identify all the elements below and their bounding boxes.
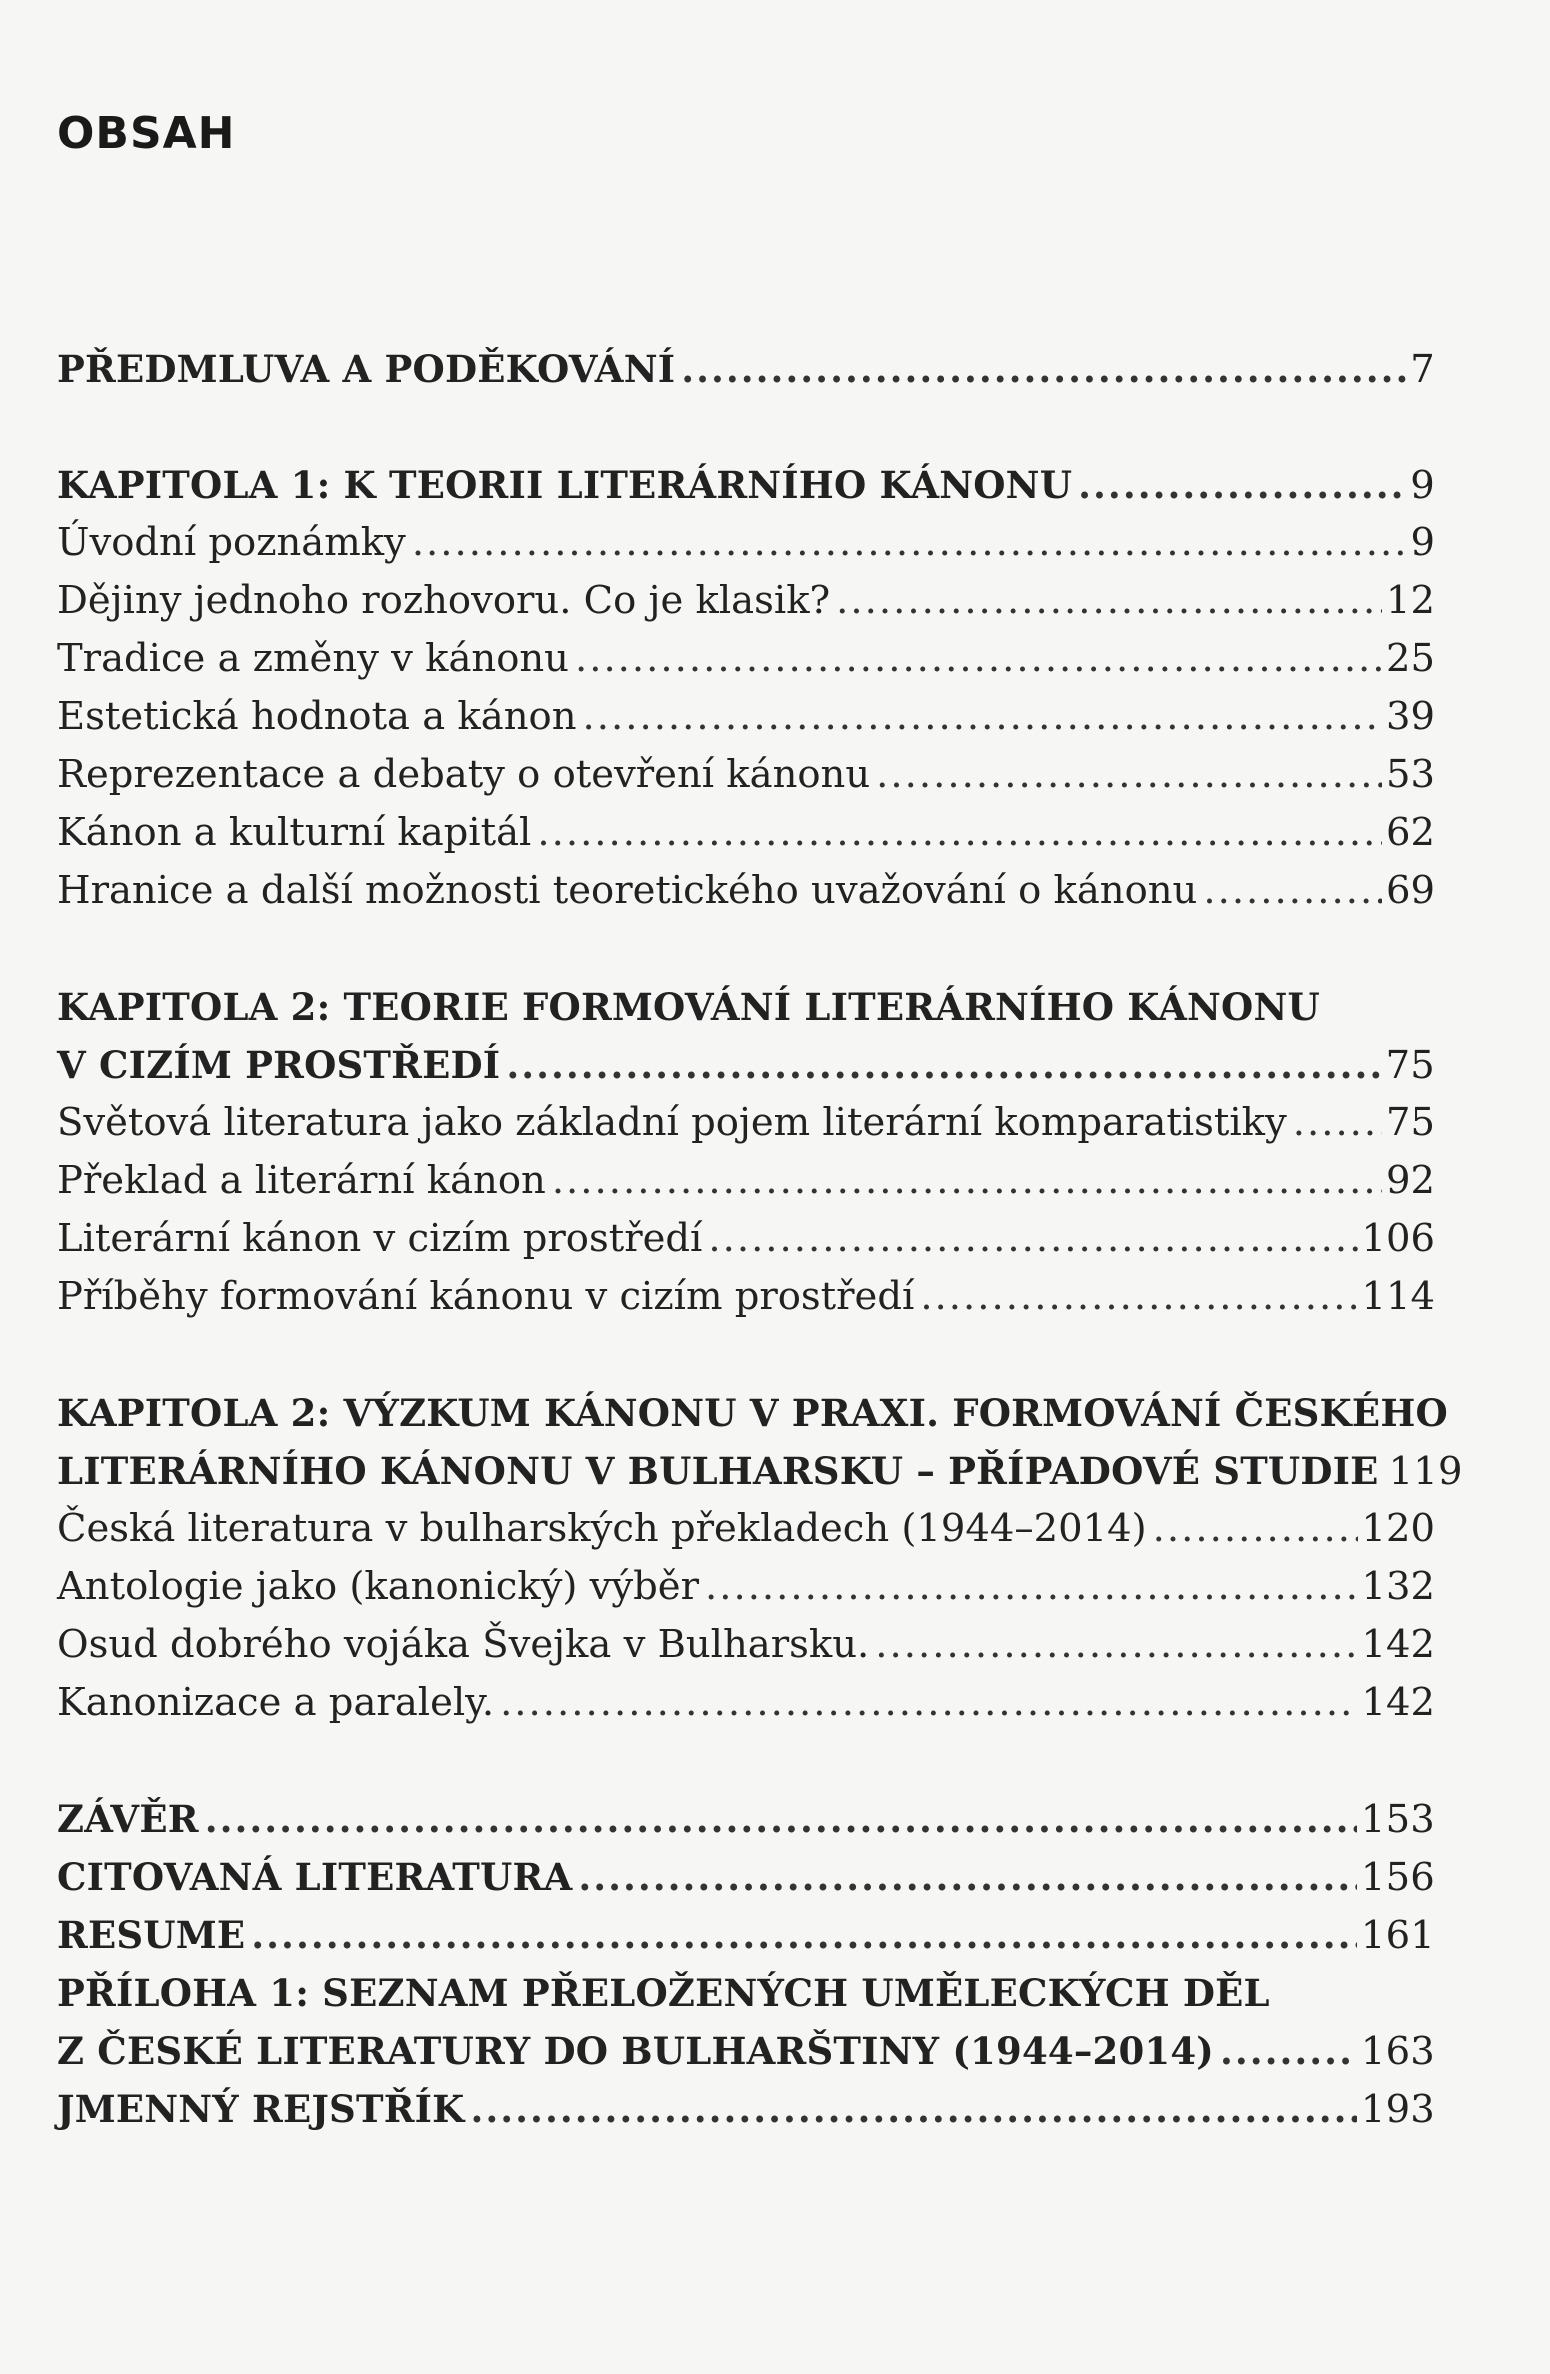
toc-entry[interactable] [57, 1094, 1435, 1152]
dot-leader [1153, 1500, 1358, 1558]
dot-leader [583, 688, 1383, 746]
toc-entry-page: 62 [1386, 810, 1435, 855]
toc-entry[interactable] [57, 1616, 1435, 1674]
dot-leader [506, 1036, 1381, 1094]
toc-section-chapter-1 [57, 456, 1435, 920]
toc-section-preface [57, 340, 1435, 398]
dot-leader [537, 804, 1382, 862]
toc-entry-chapter-2[interactable] [57, 1036, 1435, 1094]
toc-entry[interactable] [57, 1268, 1435, 1326]
toc-entry[interactable] [57, 514, 1435, 572]
toc-entry-title: Kánon a kulturní kapitál [57, 810, 532, 855]
toc-entry-title: Překlad a literární kánon [57, 1158, 546, 1203]
toc-entry-title: Hranice a další možnosti teoretického uvažování o kánonu [57, 868, 1198, 913]
toc-entry-title: Literární kánon v cizím prostředí [57, 1216, 703, 1261]
toc-entry-page: 25 [1386, 636, 1435, 681]
toc-entry-page: 39 [1386, 694, 1435, 739]
dot-leader [1203, 862, 1382, 920]
toc-entry-page: 69 [1386, 868, 1435, 913]
toc-entry-title: RESUME [57, 1913, 246, 1957]
toc-entry-title: Z ČESKÉ LITERATURY DO BULHARŠTINY (1944–2014) [57, 2029, 1215, 2073]
dot-leader [412, 514, 1407, 572]
toc-entry-page: 156 [1360, 1855, 1435, 1900]
toc-entry[interactable] [57, 1674, 1435, 1732]
dot-leader [471, 2080, 1357, 2138]
toc-entry-bibliography[interactable] [57, 1848, 1435, 1906]
toc-entry-page: 75 [1385, 1043, 1435, 1088]
toc-entry[interactable] [57, 1210, 1435, 1268]
dot-leader [552, 1152, 1382, 1210]
dot-leader [251, 1906, 1357, 1964]
toc-entry-page: 161 [1360, 1913, 1435, 1958]
toc-entry-page: 53 [1386, 752, 1435, 797]
toc-entry-title: PŘEDMLUVA A PODĚKOVÁNÍ [57, 347, 676, 391]
toc-entry-chapter-3[interactable] [57, 1442, 1463, 1500]
toc-entry-chapter-1[interactable] [57, 456, 1435, 514]
toc-entry-preface[interactable] [57, 340, 1435, 398]
toc-entry-conclusion[interactable] [57, 1790, 1435, 1848]
toc-entry-page: 114 [1361, 1274, 1435, 1319]
toc-entry-title: Antologie jako (kanonický) výběr [57, 1564, 699, 1609]
toc-entry-page: 12 [1386, 578, 1435, 623]
toc-entry[interactable] [57, 688, 1435, 746]
toc-entry-page: 142 [1361, 1680, 1435, 1725]
dot-leader [500, 1674, 1357, 1732]
dot-leader [681, 340, 1406, 398]
dot-leader [1078, 456, 1406, 514]
toc-entry[interactable] [57, 746, 1435, 804]
dot-leader [876, 746, 1382, 804]
toc-entry-title: Estetická hodnota a kánon [57, 694, 577, 739]
toc-entry[interactable] [57, 804, 1435, 862]
toc-entry-title: CITOVANÁ LITERATURA [57, 1855, 573, 1899]
toc-entry-title: Světová literatura jako základní pojem literární komparatistiky [57, 1100, 1287, 1145]
toc-entry-title: Tradice a změny v kánonu [57, 636, 569, 681]
toc-entry-page: 9 [1410, 520, 1435, 565]
toc-entry-page: 7 [1410, 347, 1435, 392]
dot-leader [705, 1558, 1358, 1616]
dot-leader [1293, 1094, 1382, 1152]
toc-entry-index[interactable] [57, 2080, 1435, 2138]
dot-leader [708, 1210, 1357, 1268]
toc-entry-title: KAPITOLA 1: K TEORII LITERÁRNÍHO KÁNONU [57, 463, 1073, 507]
dot-leader [875, 1616, 1357, 1674]
toc-entry[interactable] [57, 1500, 1435, 1558]
toc-entry-title: JMENNÝ REJSTŘÍK [57, 2087, 465, 2131]
toc-chapter-3-title-line-1[interactable]: KAPITOLA 2: VÝZKUM KÁNONU V PRAXI. FORMOVÁNÍ ČESKÉHO [57, 1391, 1448, 1435]
toc-entry-title: V CIZÍM PROSTŘEDÍ [57, 1043, 501, 1087]
toc-entry-title: Osud dobrého vojáka Švejka v Bulharsku. [57, 1622, 870, 1667]
dot-leader [205, 1790, 1357, 1848]
toc-section-chapter-2 [57, 978, 1435, 1326]
toc-entry-title: Úvodní poznámky [57, 520, 406, 565]
toc-section-back-matter [57, 1790, 1435, 2138]
toc-chapter-2-title-line-1[interactable]: KAPITOLA 2: TEORIE FORMOVÁNÍ LITERÁRNÍHO KÁNONU [57, 985, 1320, 1029]
toc-entry-page: 163 [1360, 2029, 1435, 2074]
toc-entry-page: 119 [1388, 1449, 1463, 1494]
toc-entry-page: 193 [1360, 2087, 1435, 2132]
toc-entry-title: LITERÁRNÍHO KÁNONU V BULHARSKU – PŘÍPADOVÉ STUDIE [57, 1449, 1379, 1493]
dot-leader [920, 1268, 1357, 1326]
toc-entry[interactable] [57, 1558, 1435, 1616]
toc-entry-resume[interactable] [57, 1906, 1435, 1964]
toc-entry-page: 9 [1410, 463, 1435, 508]
toc-entry-title: ZÁVĚR [57, 1797, 199, 1841]
toc-entry-title: Příběhy formování kánonu v cizím prostředí [57, 1274, 915, 1319]
toc-entry-title: Kanonizace a paralely. [57, 1680, 495, 1725]
toc-entry-page: 153 [1360, 1797, 1435, 1842]
dot-leader [578, 1848, 1357, 1906]
dot-leader [836, 572, 1382, 630]
toc-entry[interactable] [57, 1152, 1435, 1210]
toc-section-chapter-3 [57, 1384, 1463, 1732]
page-title: OBSAH [57, 108, 236, 159]
toc-entry-title: Reprezentace a debaty o otevření kánonu [57, 752, 871, 797]
toc-entry-page: 106 [1361, 1216, 1435, 1261]
toc-entry-page: 120 [1361, 1506, 1435, 1551]
toc-entry-page: 75 [1386, 1100, 1435, 1145]
toc-entry[interactable] [57, 630, 1435, 688]
dot-leader [575, 630, 1382, 688]
dot-leader [1220, 2022, 1357, 2080]
table-of-contents [57, 340, 1463, 2138]
toc-entry-page: 132 [1361, 1564, 1435, 1609]
toc-appendix-title-line-1[interactable]: PŘÍLOHA 1: SEZNAM PŘELOŽENÝCH UMĚLECKÝCH DĚL [57, 1971, 1270, 2015]
toc-entry-title: Česká literatura v bulharských překladech (1944–2014) [57, 1506, 1147, 1551]
toc-entry-page: 92 [1386, 1158, 1435, 1203]
toc-entry[interactable] [57, 572, 1435, 630]
toc-entry-appendix[interactable] [57, 2022, 1435, 2080]
toc-entry-page: 142 [1361, 1622, 1435, 1667]
toc-entry-title: Dějiny jednoho rozhovoru. Co je klasik? [57, 578, 831, 623]
toc-entry[interactable] [57, 862, 1435, 920]
